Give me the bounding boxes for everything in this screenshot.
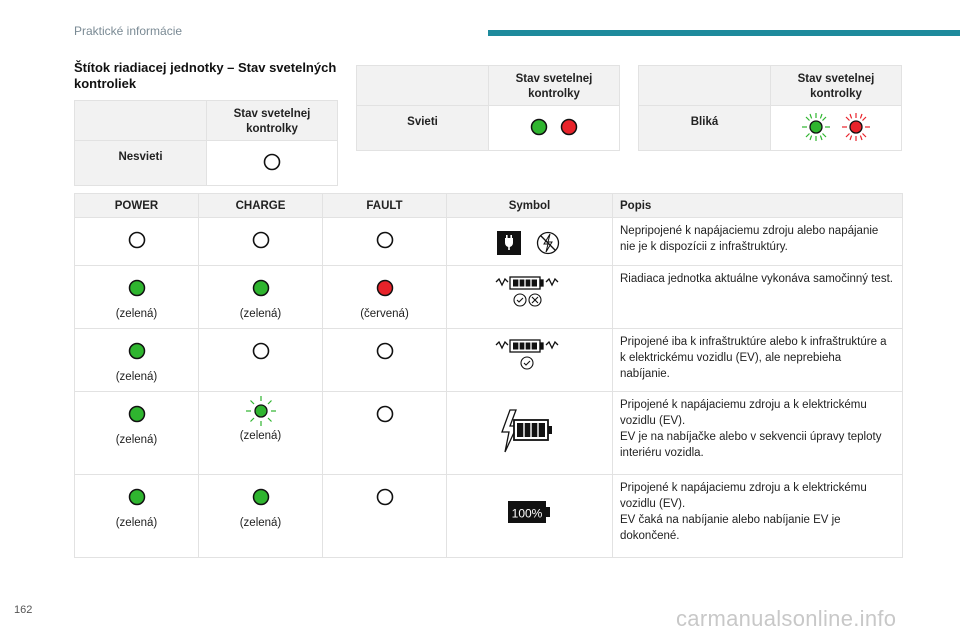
symbol-cell [447,329,613,392]
battery-wave-icon [496,277,558,289]
led-color-label: (zelená) [115,517,158,529]
description-text: EV čaká na nabíjanie alebo nabíjanie EV je dokončené. [620,514,841,542]
power-cell [75,218,199,266]
section-title: Štítok riadiacej jednotky – Stav svetelných kontroliek [74,60,337,91]
led-color-label: (zelená) [115,434,158,446]
table-row [75,475,903,558]
table-row [75,392,903,475]
led-red-icon [375,278,395,298]
status-table [74,193,903,558]
led-off-icon [251,230,271,250]
led-color-label: (červená) [360,308,409,320]
charge-cell [199,266,323,329]
desc-cell [613,475,903,558]
col-header-symbol: Symbol [447,194,613,218]
col-header-fault: FAULT [323,194,447,218]
description-text: Nepripojené k napájaciemu zdroju alebo napájanie nie je k dispozícii z infraštruktúry. [620,225,879,253]
header-accent-bar [488,30,960,36]
legend-on-symbols [489,106,620,151]
led-green-icon [251,487,271,507]
description-text: Pripojené k napájaciemu zdroju a k elektrickému vozidlu (EV). [620,482,867,510]
led-red-icon [562,119,577,134]
fault-cell [323,266,447,329]
table-row [75,218,903,266]
charge-cell [199,218,323,266]
led-off-icon [127,230,147,250]
led-green-icon [532,119,547,134]
fault-cell [323,218,447,266]
table-header-row [75,194,903,218]
led-green-icon [251,278,271,298]
power-cell [75,329,199,392]
led-green-blink-icon [244,394,278,428]
led-green-icon [127,487,147,507]
watermark: carmanualsonline.info [676,606,897,631]
table-row [75,266,903,329]
led-off-icon [251,341,271,361]
charge-cell [199,392,323,475]
led-green-icon [127,278,147,298]
desc-cell [613,218,903,266]
led-off-icon [375,230,395,250]
battery-percent-text: 100% [511,506,542,521]
charging-battery-icon [498,408,562,454]
col-header-popis: Popis [613,194,903,218]
no-power-icon [537,233,558,254]
description-text: Riadiaca jednotka aktuálne vykonáva samočinný test. [620,273,893,285]
section-header: Praktické informácie [74,24,183,38]
desc-cell [613,329,903,392]
check-circle-icon [521,357,533,369]
power-cell [75,475,199,558]
power-cell [75,266,199,329]
led-color-label: (zelená) [239,308,282,320]
led-green-icon [127,341,147,361]
fault-cell [323,392,447,475]
fault-cell [323,475,447,558]
cross-circle-icon [529,294,541,306]
fault-cell [323,329,447,392]
charge-cell [199,475,323,558]
table-row [75,329,903,392]
legend-blink-header: Stav svetelnej kontrolky [771,66,902,106]
legend-blink-table [638,65,902,151]
desc-cell [613,266,903,329]
description-text: EV je na nabíjačke alebo v sekvencii úpravy teploty interiéru vozidla. [620,431,882,459]
power-cell [75,392,199,475]
legend-on-label: Svieti [357,106,489,151]
led-color-label: (zelená) [115,371,158,383]
led-off-icon [375,487,395,507]
battery-wave-icon [496,340,558,352]
col-header-charge: CHARGE [199,194,323,218]
description-text: Pripojené k napájaciemu zdroju a k elektrickému vozidlu (EV). [620,399,867,427]
legend-on-header: Stav svetelnej kontrolky [489,66,620,106]
symbol-cell [447,392,613,475]
legend-off-header: Stav svetelnej kontrolky [207,101,338,141]
desc-cell [613,392,903,475]
col-header-power: POWER [75,194,199,218]
check-circle-icon [514,294,526,306]
legend-on-table [356,65,620,151]
led-color-label: (zelená) [239,430,282,442]
page-number: 162 [14,604,33,616]
led-green-icon [127,404,147,424]
description-text: Pripojené iba k infraštruktúre alebo k infraštruktúre a k elektrickému vozidlu (EV), ale neprebieha nabíjanie. [620,336,887,380]
symbol-cell [447,475,613,558]
legend-off-symbol [207,141,338,186]
legend-blink-label: Bliká [639,106,771,151]
battery-full-icon [506,499,554,525]
legend-off-table [74,100,338,186]
legend-off-label: Nesvieti [75,141,207,186]
led-color-label: (zelená) [239,517,282,529]
led-off-icon [375,404,395,424]
led-red-blink-icon [842,113,870,141]
symbol-cell [447,266,613,329]
led-green-blink-icon [802,113,830,141]
led-off-icon [262,152,282,172]
legend-blink-symbols [771,106,902,151]
symbol-cell [447,218,613,266]
led-off-icon [375,341,395,361]
led-color-label: (zelená) [115,308,158,320]
power-plug-icon [497,231,521,255]
charge-cell [199,329,323,392]
